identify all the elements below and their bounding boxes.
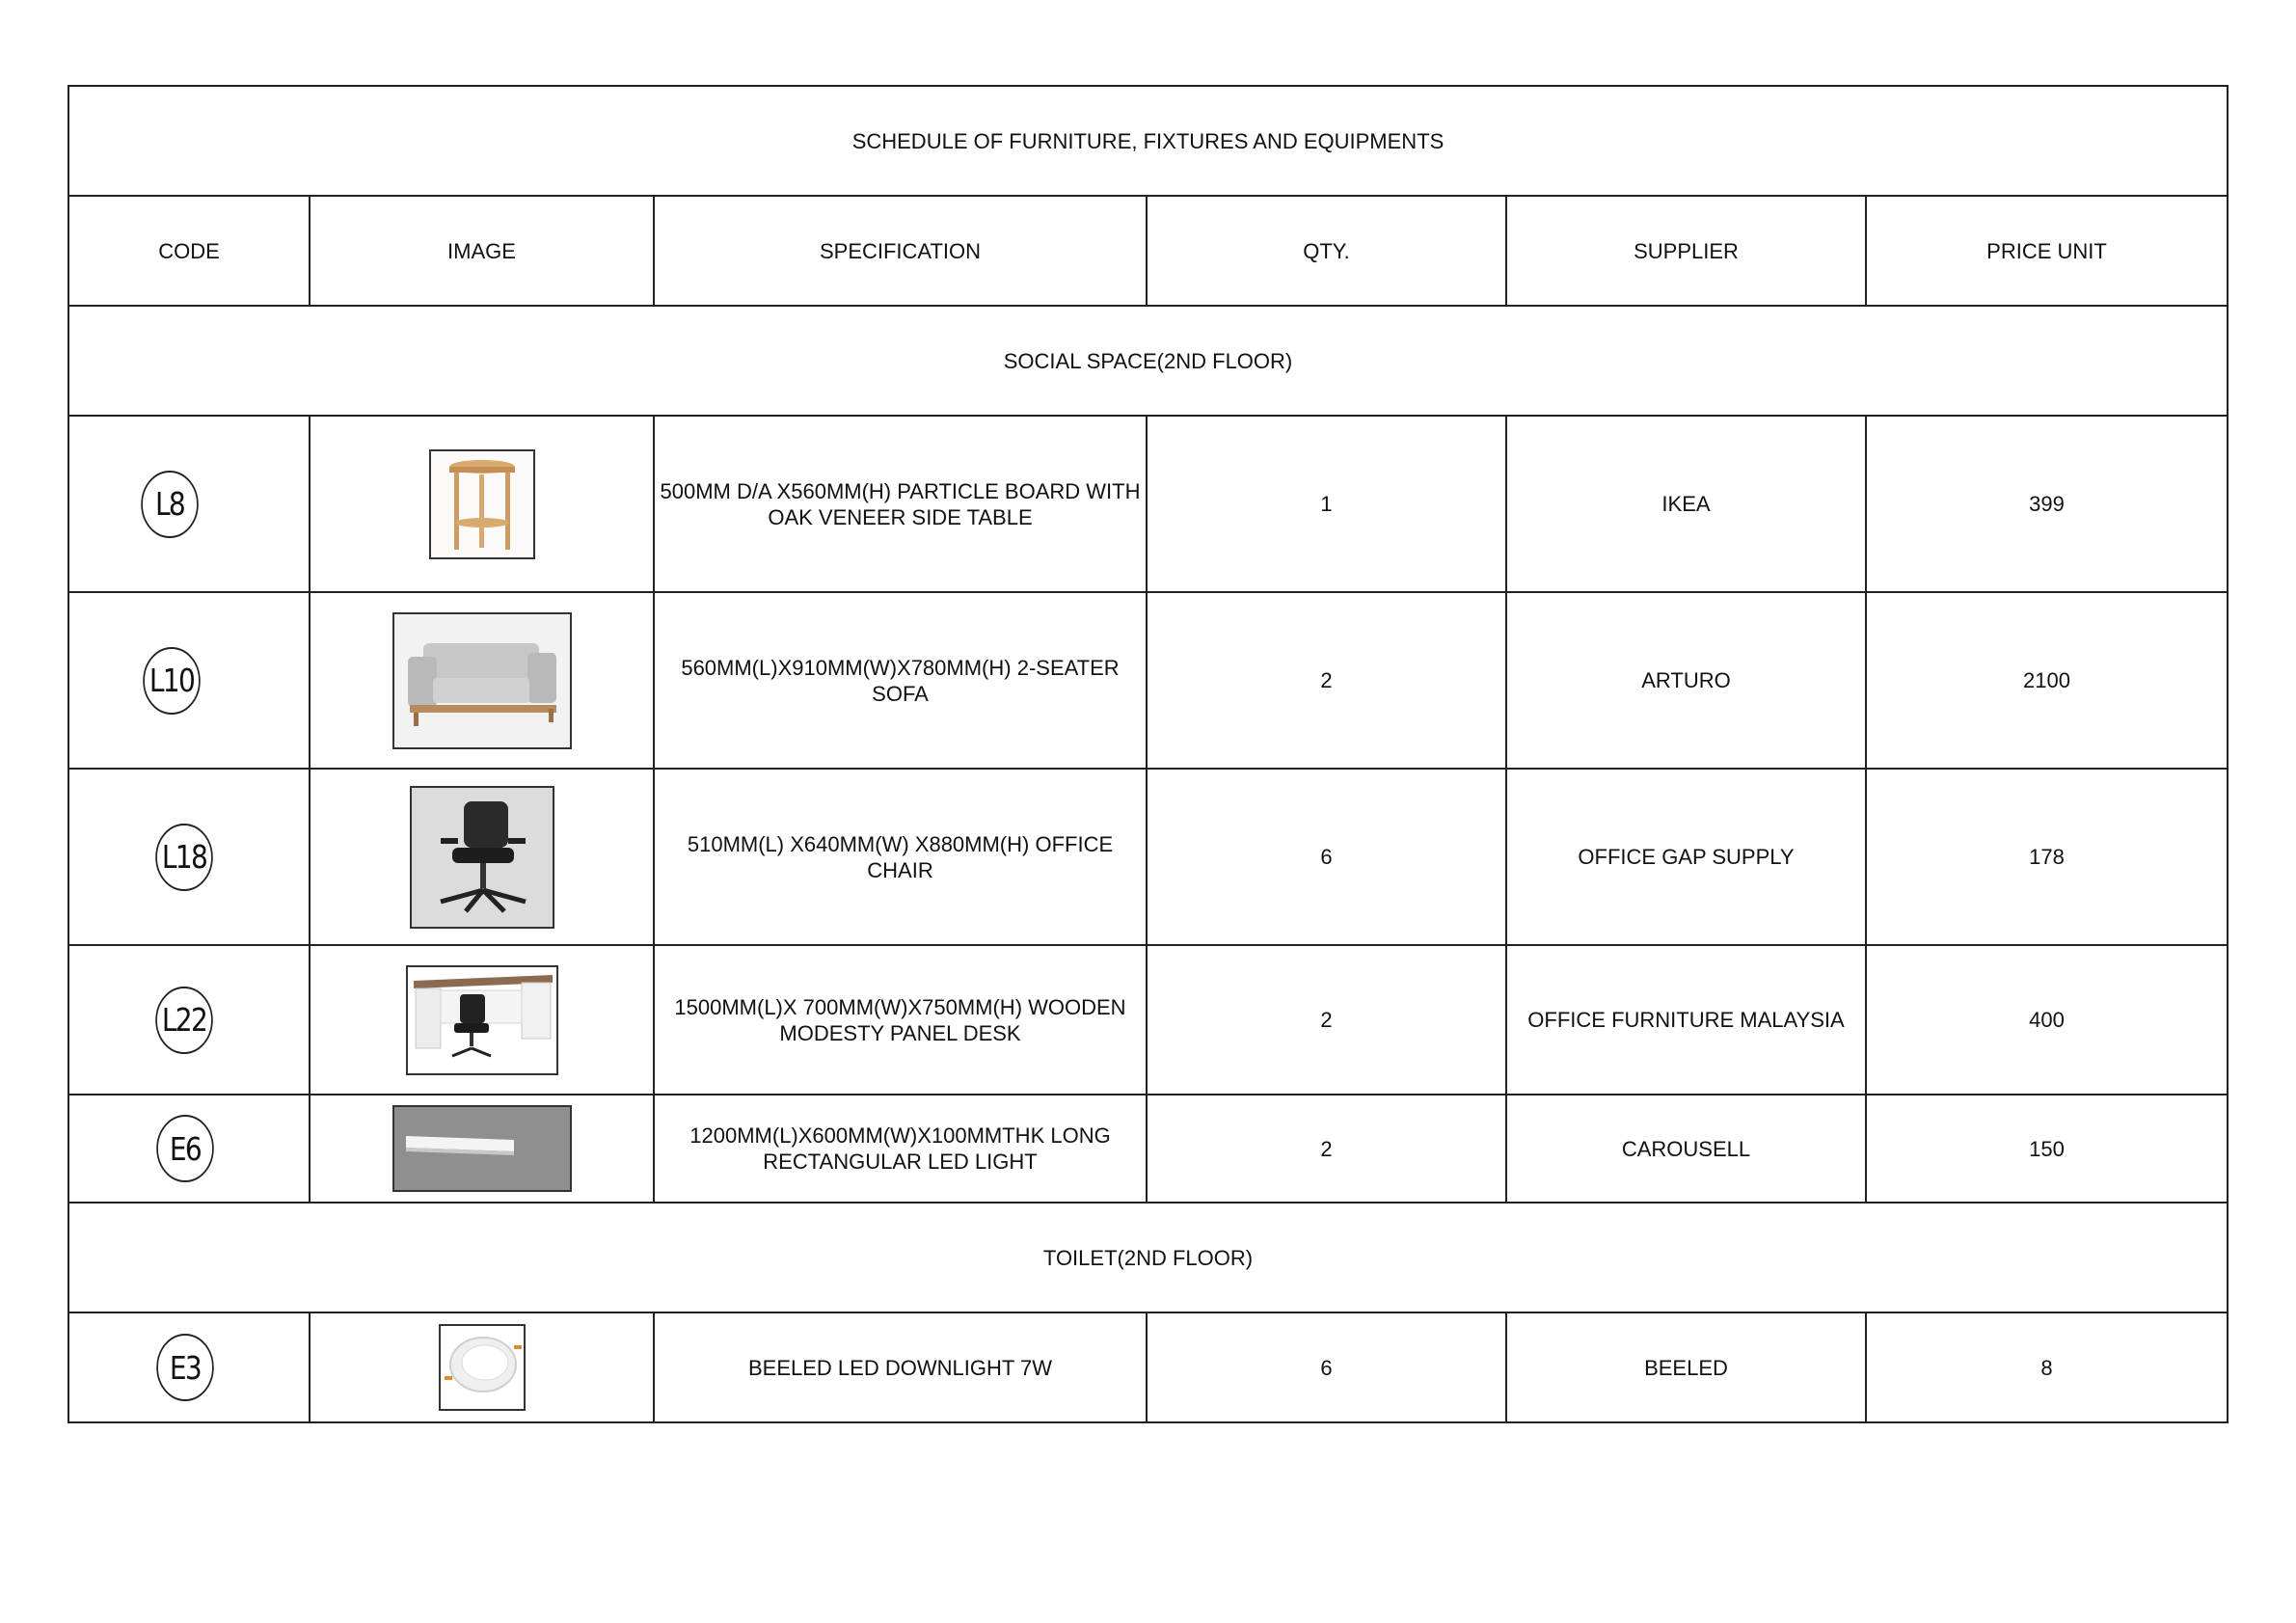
item-price: 400 [1866,945,2228,1095]
item-supplier: CAROUSELL [1506,1095,1866,1203]
section-row [68,1203,2228,1312]
item-specification: BEELED LED DOWNLIGHT 7W [654,1312,1147,1422]
item-specification: 1200MM(L)X600MM(W)X100MMTHK LONG RECTANGULAR LED LIGHT [654,1095,1147,1203]
item-qty: 6 [1147,1312,1506,1422]
item-supplier: OFFICE FURNITURE MALAYSIA [1506,945,1866,1095]
code-badge: L8 [141,471,199,538]
item-supplier: IKEA [1506,416,1866,592]
column-header-image: IMAGE [310,196,654,306]
led-light-image [392,1105,572,1192]
item-qty: 2 [1147,592,1506,769]
item-image-cell [310,1312,654,1422]
code-badge: L22 [155,987,213,1054]
ffe-schedule-table [68,85,2228,1423]
item-image-cell [310,769,654,945]
item-code [68,1095,310,1203]
item-price: 399 [1866,416,2228,592]
downlight-image [439,1324,526,1411]
schedule-title: SCHEDULE OF FURNITURE, FIXTURES AND EQUIPMENTS [68,86,2228,196]
item-qty: 1 [1147,416,1506,592]
table-row [68,945,2228,1095]
item-code [68,416,310,592]
item-image-cell [310,592,654,769]
item-code [68,592,310,769]
item-code [68,945,310,1095]
section-title-toilet: TOILET(2ND FLOOR) [68,1203,2228,1312]
table-row [68,1095,2228,1203]
column-header-qty: QTY. [1147,196,1506,306]
code-badge: E3 [156,1334,214,1401]
office-chair-image [410,786,554,929]
section-row [68,306,2228,416]
code-badge: L10 [143,647,201,715]
code-badge: E6 [156,1115,214,1182]
title-row [68,86,2228,196]
table-row [68,592,2228,769]
sofa-image [392,612,572,749]
item-code [68,1312,310,1422]
column-header-code: CODE [68,196,310,306]
item-code [68,769,310,945]
item-qty: 6 [1147,769,1506,945]
item-specification: 1500MM(L)X 700MM(W)X750MM(H) WOODEN MODESTY PANEL DESK [654,945,1147,1095]
column-header-supplier: SUPPLIER [1506,196,1866,306]
item-specification: 510MM(L) X640MM(W) X880MM(H) OFFICE CHAIR [654,769,1147,945]
item-specification: 560MM(L)X910MM(W)X780MM(H) 2-SEATER SOFA [654,592,1147,769]
table-row [68,1312,2228,1422]
section-title-social-space: SOCIAL SPACE(2ND FLOOR) [68,306,2228,416]
item-supplier: ARTURO [1506,592,1866,769]
code-badge: L18 [155,824,213,891]
column-header-price-unit: PRICE UNIT [1866,196,2228,306]
item-qty: 2 [1147,1095,1506,1203]
column-header-specification: SPECIFICATION [654,196,1147,306]
desk-image [406,965,558,1075]
item-image-cell [310,1095,654,1203]
item-price: 2100 [1866,592,2228,769]
item-supplier: OFFICE GAP SUPPLY [1506,769,1866,945]
item-qty: 2 [1147,945,1506,1095]
item-supplier: BEELED [1506,1312,1866,1422]
header-row [68,196,2228,306]
item-price: 8 [1866,1312,2228,1422]
item-specification: 500MM D/A X560MM(H) PARTICLE BOARD WITH OAK VENEER SIDE TABLE [654,416,1147,592]
table-row [68,416,2228,592]
table-row [68,769,2228,945]
side-table-image [429,449,535,559]
item-price: 178 [1866,769,2228,945]
item-image-cell [310,416,654,592]
item-price: 150 [1866,1095,2228,1203]
item-image-cell [310,945,654,1095]
